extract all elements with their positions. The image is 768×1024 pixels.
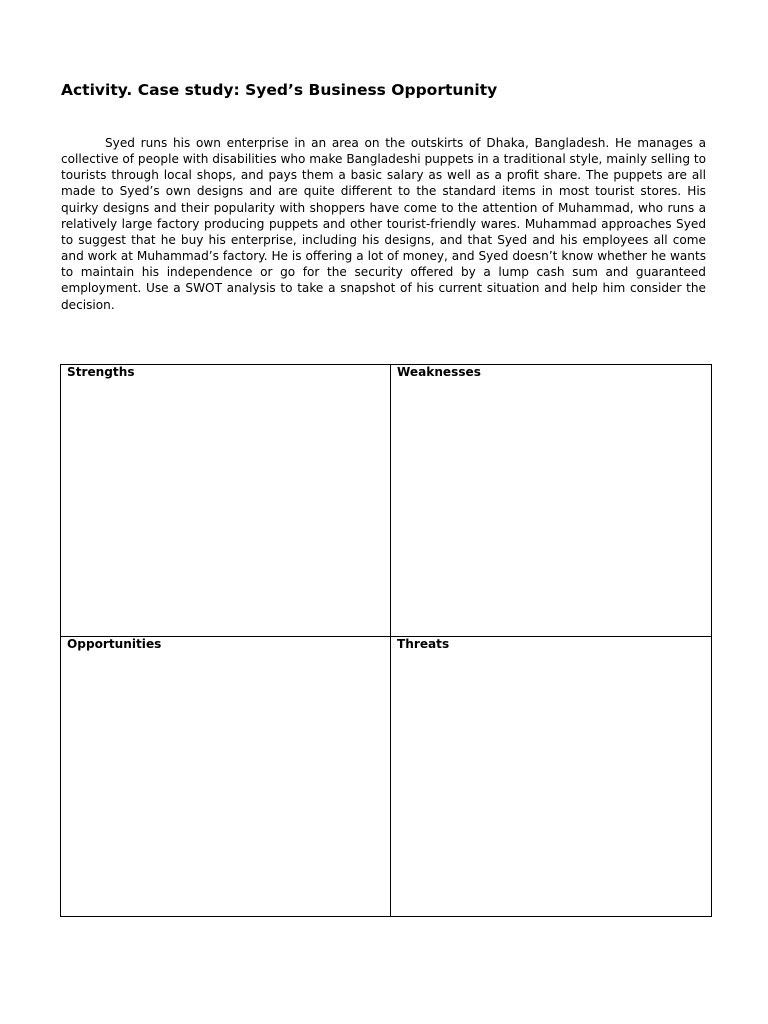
opportunities-label: Opportunities xyxy=(67,637,162,652)
threats-cell[interactable] xyxy=(391,637,712,917)
swot-table xyxy=(60,364,712,917)
case-study-text: Syed runs his own enterprise in an area on the outskirts of Dhaka, Bangladesh. He manages a collective of people with disabilities who make Bangladeshi puppets in a traditional style, mainly selling to tourists through local shops, and pays them a basic salary as well as a profit share. The puppets are all made to Syed’s own designs and are quite different to the standard items in most tourist stores. His quirky designs and their popularity with shoppers have come to the attention of Muhammad, who runs a relatively large factory producing puppets and other tourist-friendly wares. Muhammad approaches Syed to suggest that he buy his enterprise, including his designs, and that Syed and his employees all come and work at Muhammad’s factory. He is offering a lot of money, and Syed doesn’t know whether he wants to maintain his independence or go for the security offered by a lump cash sum and guaranteed employment. Use a SWOT analysis to take a snapshot of his current situation and help him consider the decision. xyxy=(61,136,706,312)
page-title: Activity. Case study: Syed’s Business Opportunity xyxy=(61,81,498,99)
opportunities-cell[interactable] xyxy=(61,637,391,917)
weaknesses-label: Weaknesses xyxy=(397,365,481,379)
swot-row-bottom xyxy=(61,637,712,917)
strengths-cell[interactable] xyxy=(61,365,391,637)
swot-row-top xyxy=(61,365,712,637)
strengths-label: Strengths xyxy=(67,365,135,379)
weaknesses-cell[interactable] xyxy=(391,365,712,637)
threats-label: Threats xyxy=(397,637,450,652)
